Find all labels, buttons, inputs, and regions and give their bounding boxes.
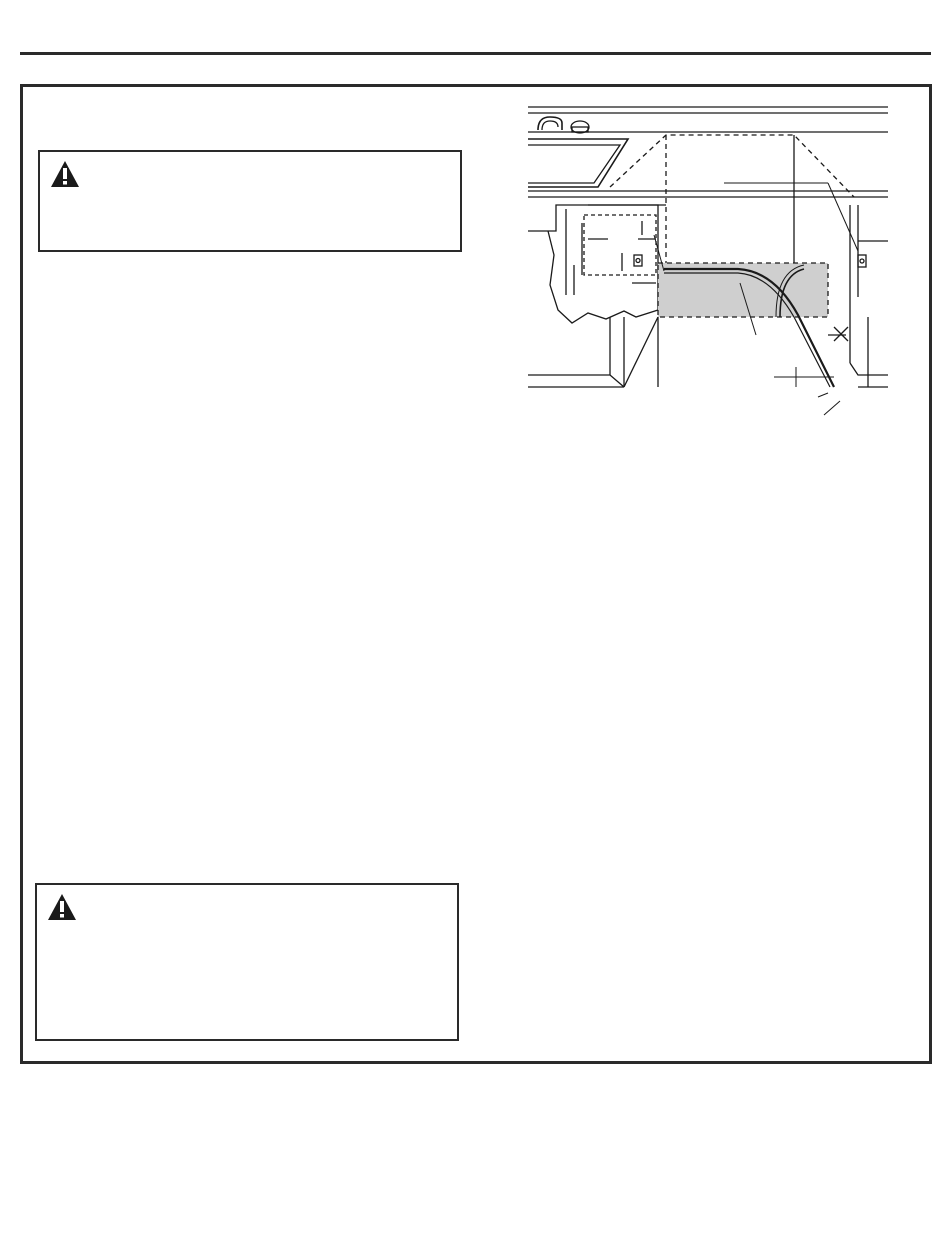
warning-box-top	[38, 150, 462, 252]
installation-diagram	[528, 105, 898, 425]
warning-triangle-icon	[50, 160, 80, 188]
warning-triangle-icon	[47, 893, 77, 921]
warning-box-bottom	[35, 883, 459, 1041]
content-frame	[20, 84, 932, 1064]
header-rule	[20, 52, 931, 55]
